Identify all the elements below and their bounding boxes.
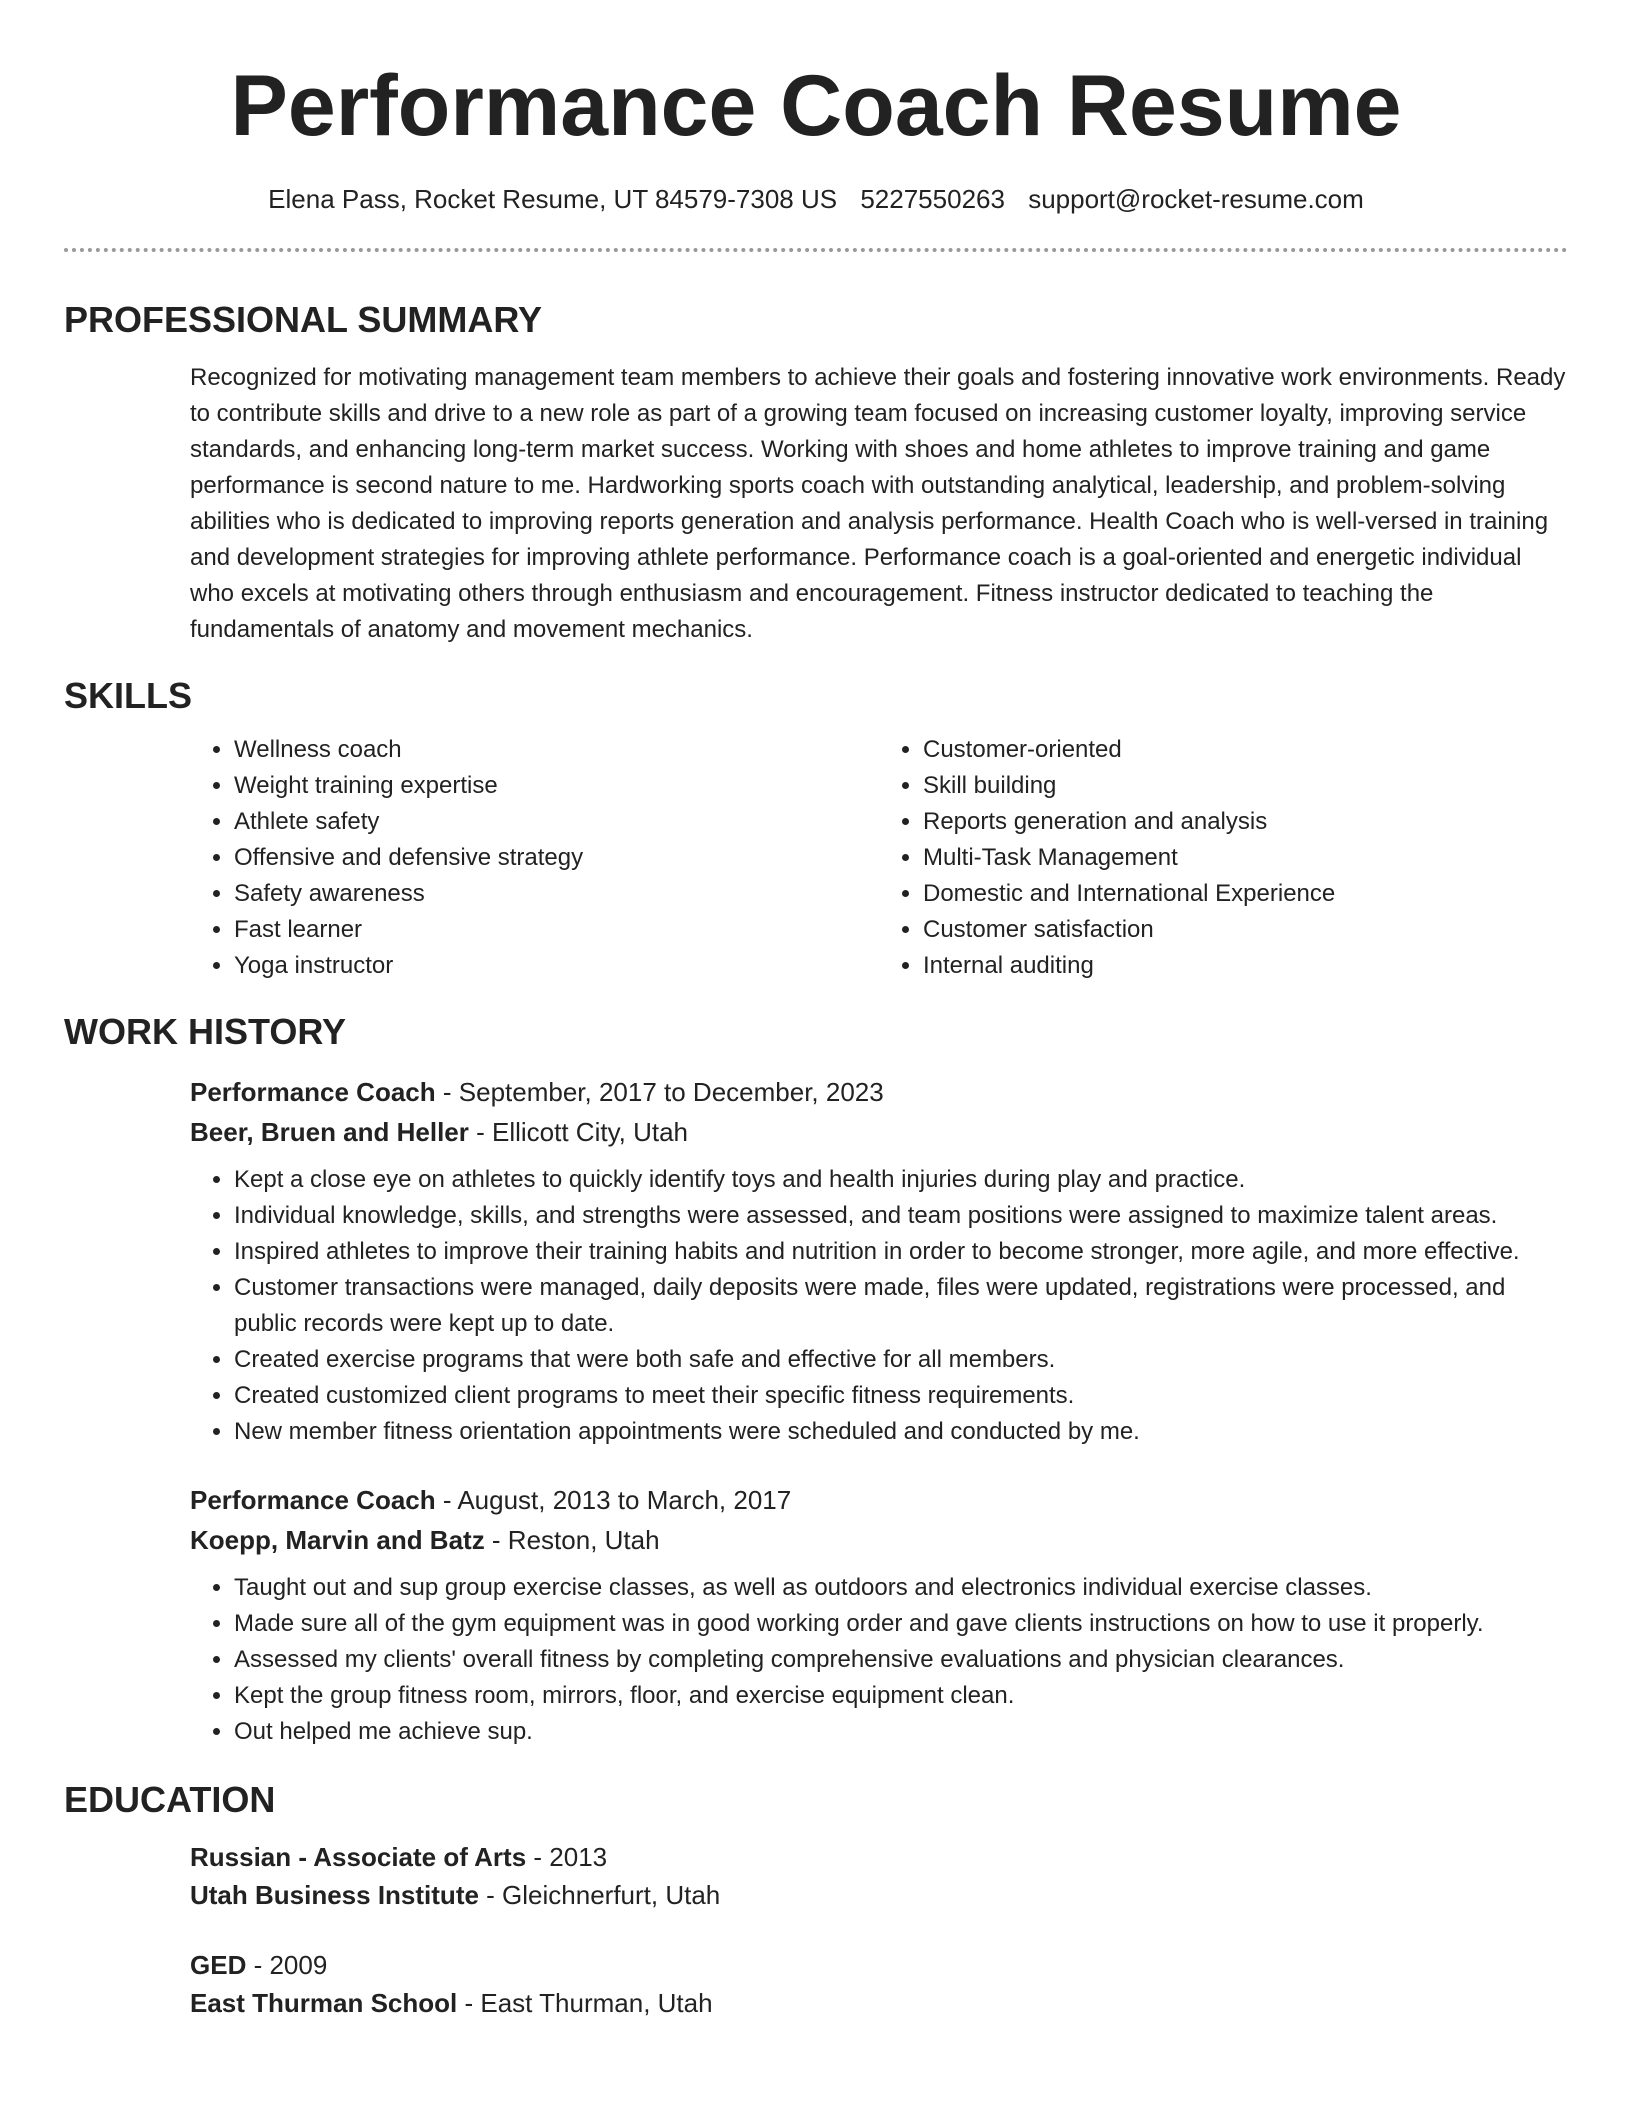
job-bullet: • Created exercise programs that were both safe and effective for all members. xyxy=(234,1342,1568,1378)
education-school: Utah Business Institute xyxy=(190,1880,479,1910)
job-bullet: • Inspired athletes to improve their training habits and nutrition in order to become stronger, more agile, and more effective. xyxy=(234,1234,1568,1270)
job-bullets xyxy=(190,1162,1568,1450)
job-location: - Reston, Utah xyxy=(484,1525,660,1555)
resume-title: Performance Coach Resume xyxy=(230,58,1402,154)
education-entry xyxy=(190,1838,1568,1914)
skill-item: • Domestic and International Experience xyxy=(923,876,1568,912)
education-location: - Gleichnerfurt, Utah xyxy=(478,1880,721,1910)
job-dates: - September, 2017 to December, 2023 xyxy=(435,1077,884,1107)
job-bullet: • Taught out and sup group exercise classes, as well as outdoors and electronics individual exercise classes. xyxy=(234,1570,1568,1606)
section-heading-work: WORK HISTORY xyxy=(64,1011,347,1052)
education-location: - East Thurman, Utah xyxy=(457,1988,713,2018)
summary-text: Recognized for motivating management team members to achieve their goals and fostering innovative work environments. Ready to contribute skills and drive to a new role as part of a growing team focused on increasing customer loyalty, improving service standards, and enhancing long-term market success. Working with shoes and home athletes to improve training and game performance is second nature to me. Hardworking sports coach with outstanding analytical, leadership, and problem-solving abilities who is dedicated to improving reports generation and analysis performance. Health Coach who is well-versed in training and development strategies for improving athlete performance. Performance coach is a goal-oriented and energetic individual who excels at motivating others through enthusiasm and encouragement. Fitness instructor dedicated to teaching the fundamentals of anatomy and movement mechanics. xyxy=(190,364,1566,643)
contact-phone: 5227550263 xyxy=(860,184,1005,214)
skill-item: • Multi-Task Management xyxy=(923,840,1568,876)
job-role: Performance Coach xyxy=(190,1485,436,1515)
skill-item: • Fast learner xyxy=(234,912,879,948)
job-role: Performance Coach xyxy=(190,1077,436,1107)
skill-item: • Offensive and defensive strategy xyxy=(234,840,879,876)
education-school: East Thurman School xyxy=(190,1988,458,2018)
education-degree-line xyxy=(190,1838,1568,1876)
skills-column-left xyxy=(190,732,879,984)
skill-item: • Yoga instructor xyxy=(234,948,879,984)
education-degree-line xyxy=(190,1946,1568,1984)
job-bullet: • Out helped me achieve sup. xyxy=(234,1714,1568,1750)
contact-address: Elena Pass, Rocket Resume, UT 84579-7308 US xyxy=(268,184,838,214)
skill-item: • Weight training expertise xyxy=(234,768,879,804)
education-school-line xyxy=(190,1984,1568,2022)
header-divider xyxy=(64,248,1568,252)
job-entry xyxy=(190,1072,1568,1450)
job-company: Koepp, Marvin and Batz xyxy=(190,1525,485,1555)
skill-item: • Skill building xyxy=(923,768,1568,804)
education-year: - 2013 xyxy=(526,1842,608,1872)
job-bullets xyxy=(190,1570,1568,1750)
skill-item: • Safety awareness xyxy=(234,876,879,912)
skill-item: • Customer-oriented xyxy=(923,732,1568,768)
skill-item: • Athlete safety xyxy=(234,804,879,840)
contact-line xyxy=(64,182,1568,216)
skills-list xyxy=(190,732,1568,984)
skill-item: • Reports generation and analysis xyxy=(923,804,1568,840)
job-title-line xyxy=(190,1480,1568,1520)
section-heading-skills: SKILLS xyxy=(64,675,193,716)
contact-email: support@rocket-resume.com xyxy=(1028,184,1364,214)
job-company-line xyxy=(190,1112,1568,1152)
education-year: - 2009 xyxy=(246,1950,328,1980)
job-bullet: • Kept a close eye on athletes to quickly identify toys and health injuries during play and practice. xyxy=(234,1162,1568,1198)
section-heading-education: EDUCATION xyxy=(64,1779,276,1820)
job-bullet: • Made sure all of the gym equipment was in good working order and gave clients instructions on how to use it properly. xyxy=(234,1606,1568,1642)
section-heading-summary: PROFESSIONAL SUMMARY xyxy=(64,299,543,340)
skill-item: • Customer satisfaction xyxy=(923,912,1568,948)
education-school-line xyxy=(190,1876,1568,1914)
job-bullet: • Individual knowledge, skills, and strengths were assessed, and team positions were assigned to maximize talent areas. xyxy=(234,1198,1568,1234)
job-location: - Ellicott City, Utah xyxy=(468,1117,689,1147)
job-company-line xyxy=(190,1520,1568,1560)
job-title-line xyxy=(190,1072,1568,1112)
skill-item: • Wellness coach xyxy=(234,732,879,768)
job-dates: - August, 2013 to March, 2017 xyxy=(435,1485,792,1515)
skill-item: • Internal auditing xyxy=(923,948,1568,984)
education-degree: GED xyxy=(190,1950,247,1980)
education-degree: Russian - Associate of Arts xyxy=(190,1842,527,1872)
job-company: Beer, Bruen and Heller xyxy=(190,1117,469,1147)
job-bullet: • Created customized client programs to meet their specific fitness requirements. xyxy=(234,1378,1568,1414)
education-entry xyxy=(190,1946,1568,2022)
job-bullet: • Customer transactions were managed, daily deposits were made, files were updated, registrations were processed, and public records were kept up to date. xyxy=(234,1270,1568,1342)
job-bullet: • Assessed my clients' overall fitness by completing comprehensive evaluations and physician clearances. xyxy=(234,1642,1568,1678)
job-bullet: • New member fitness orientation appointments were scheduled and conducted by me. xyxy=(234,1414,1568,1450)
skills-column-right xyxy=(879,732,1568,984)
job-bullet: • Kept the group fitness room, mirrors, floor, and exercise equipment clean. xyxy=(234,1678,1568,1714)
job-entry xyxy=(190,1480,1568,1750)
